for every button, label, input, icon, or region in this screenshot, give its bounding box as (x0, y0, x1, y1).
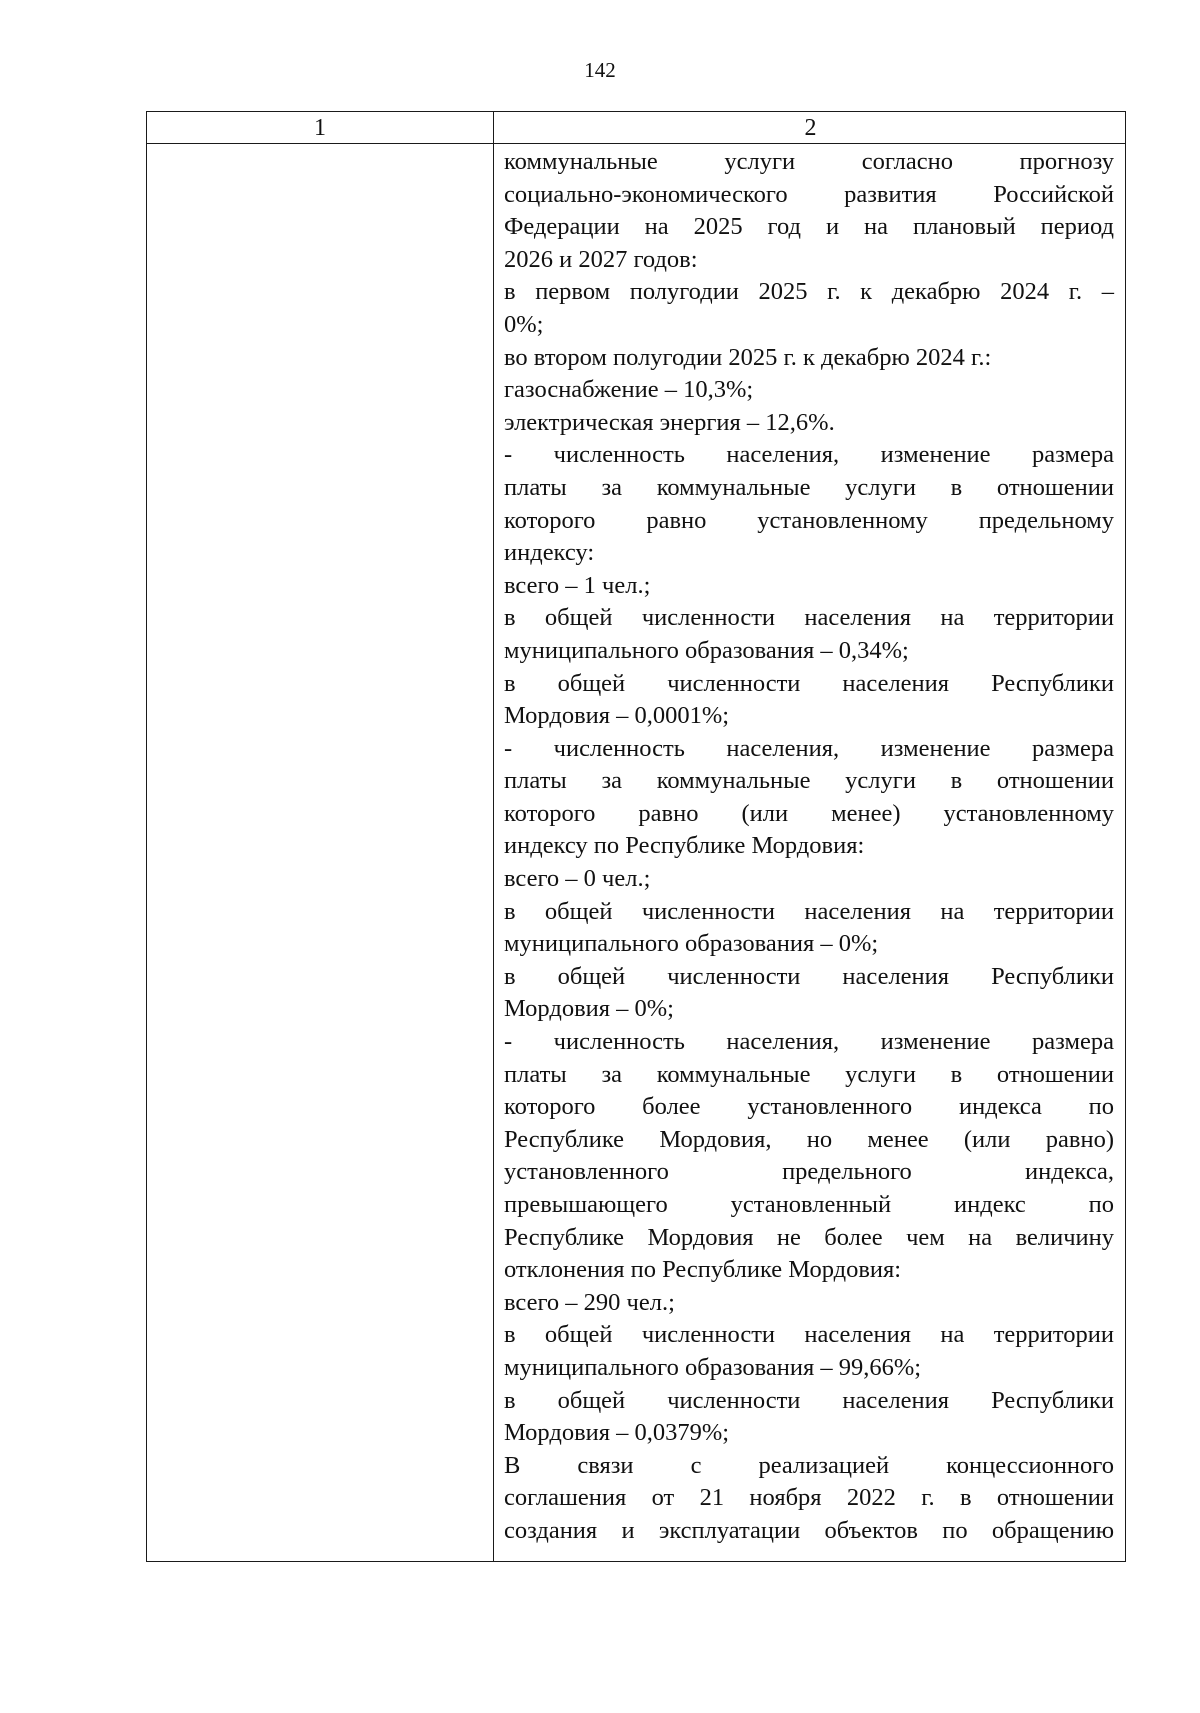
text-line: во втором полугодии 2025 г. к декабрю 2024 г.: (504, 343, 992, 371)
text-line: электрическая энергия – 12,6%. (504, 408, 835, 436)
text-line: которого более установленного индекса по (504, 1093, 1114, 1121)
text-line: газоснабжение – 10,3%; (504, 376, 754, 404)
table-header-row (147, 112, 1125, 144)
text-line: муниципального образования – 99,66%; (504, 1353, 922, 1381)
text-line: Мордовия – 0%; (504, 995, 674, 1023)
text-line: муниципального образования – 0%; (504, 930, 879, 958)
text-line: всего – 0 чел.; (504, 865, 651, 893)
text-line: 2026 и 2027 годов: (504, 245, 698, 273)
text-line: - численность населения, изменение размера (504, 1028, 1114, 1056)
text-line: индексу: (504, 539, 595, 567)
page-number: 142 (584, 58, 616, 82)
text-line: Федерации на 2025 год и на плановый период (504, 213, 1114, 241)
text-line: в общей численности населения Республики (504, 669, 1114, 697)
text-line: Мордовия – 0,0001%; (504, 702, 730, 730)
text-line: в общей численности населения на территории (504, 1321, 1114, 1349)
text-line: 0%; (504, 310, 544, 338)
text-line: создания и эксплуатации объектов по обращению (504, 1516, 1114, 1544)
text-line: платы за коммунальные услуги в отношении (504, 767, 1114, 795)
text-line: социально-экономического развития Российской (504, 180, 1114, 208)
text-line: которого равно установленному предельному (504, 506, 1114, 534)
text-line: муниципального образования – 0,34%; (504, 636, 909, 664)
text-line: Республике Мордовия не более чем на величину (504, 1223, 1114, 1251)
text-line: Республике Мордовия, но менее (или равно) (504, 1125, 1114, 1153)
text-line: в общей численности населения Республики (504, 1386, 1114, 1414)
text-line: в общей численности населения Республики (504, 962, 1114, 990)
text-line: в общей численности населения на территории (504, 604, 1114, 632)
text-line: которого равно (или менее) установленному (504, 799, 1114, 827)
text-line: - численность населения, изменение размера (504, 734, 1114, 762)
text-line: в первом полугодии 2025 г. к декабрю 2024 г. – (504, 278, 1114, 306)
text-line: Мордовия – 0,0379%; (504, 1419, 730, 1447)
text-line: коммунальные услуги согласно прогнозу (504, 148, 1114, 175)
text-line: платы за коммунальные услуги в отношении (504, 473, 1114, 501)
text-line: всего – 290 чел.; (504, 1288, 675, 1316)
text-line: превышающего установленный индекс по (504, 1191, 1114, 1218)
text-line: установленного предельного индекса, (504, 1158, 1114, 1186)
text-line: платы за коммунальные услуги в отношении (504, 1060, 1114, 1088)
text-line: индексу по Республике Мордовия: (504, 832, 865, 860)
column-2-cell (504, 146, 1114, 1548)
document-table (146, 111, 1126, 1562)
column-divider (493, 112, 494, 1561)
text-line: отклонения по Республике Мордовия: (504, 1256, 902, 1284)
text-line: В связи с реализацией концессионного (504, 1451, 1114, 1479)
column-1-header: 1 (314, 115, 326, 141)
column-2-header: 2 (804, 115, 817, 141)
text-line: всего – 1 чел.; (504, 571, 651, 599)
text-line: в общей численности населения на территории (504, 897, 1114, 925)
text-line: - численность населения, изменение размера (504, 441, 1114, 469)
text-line: соглашения от 21 ноября 2022 г. в отношении (504, 1484, 1114, 1512)
